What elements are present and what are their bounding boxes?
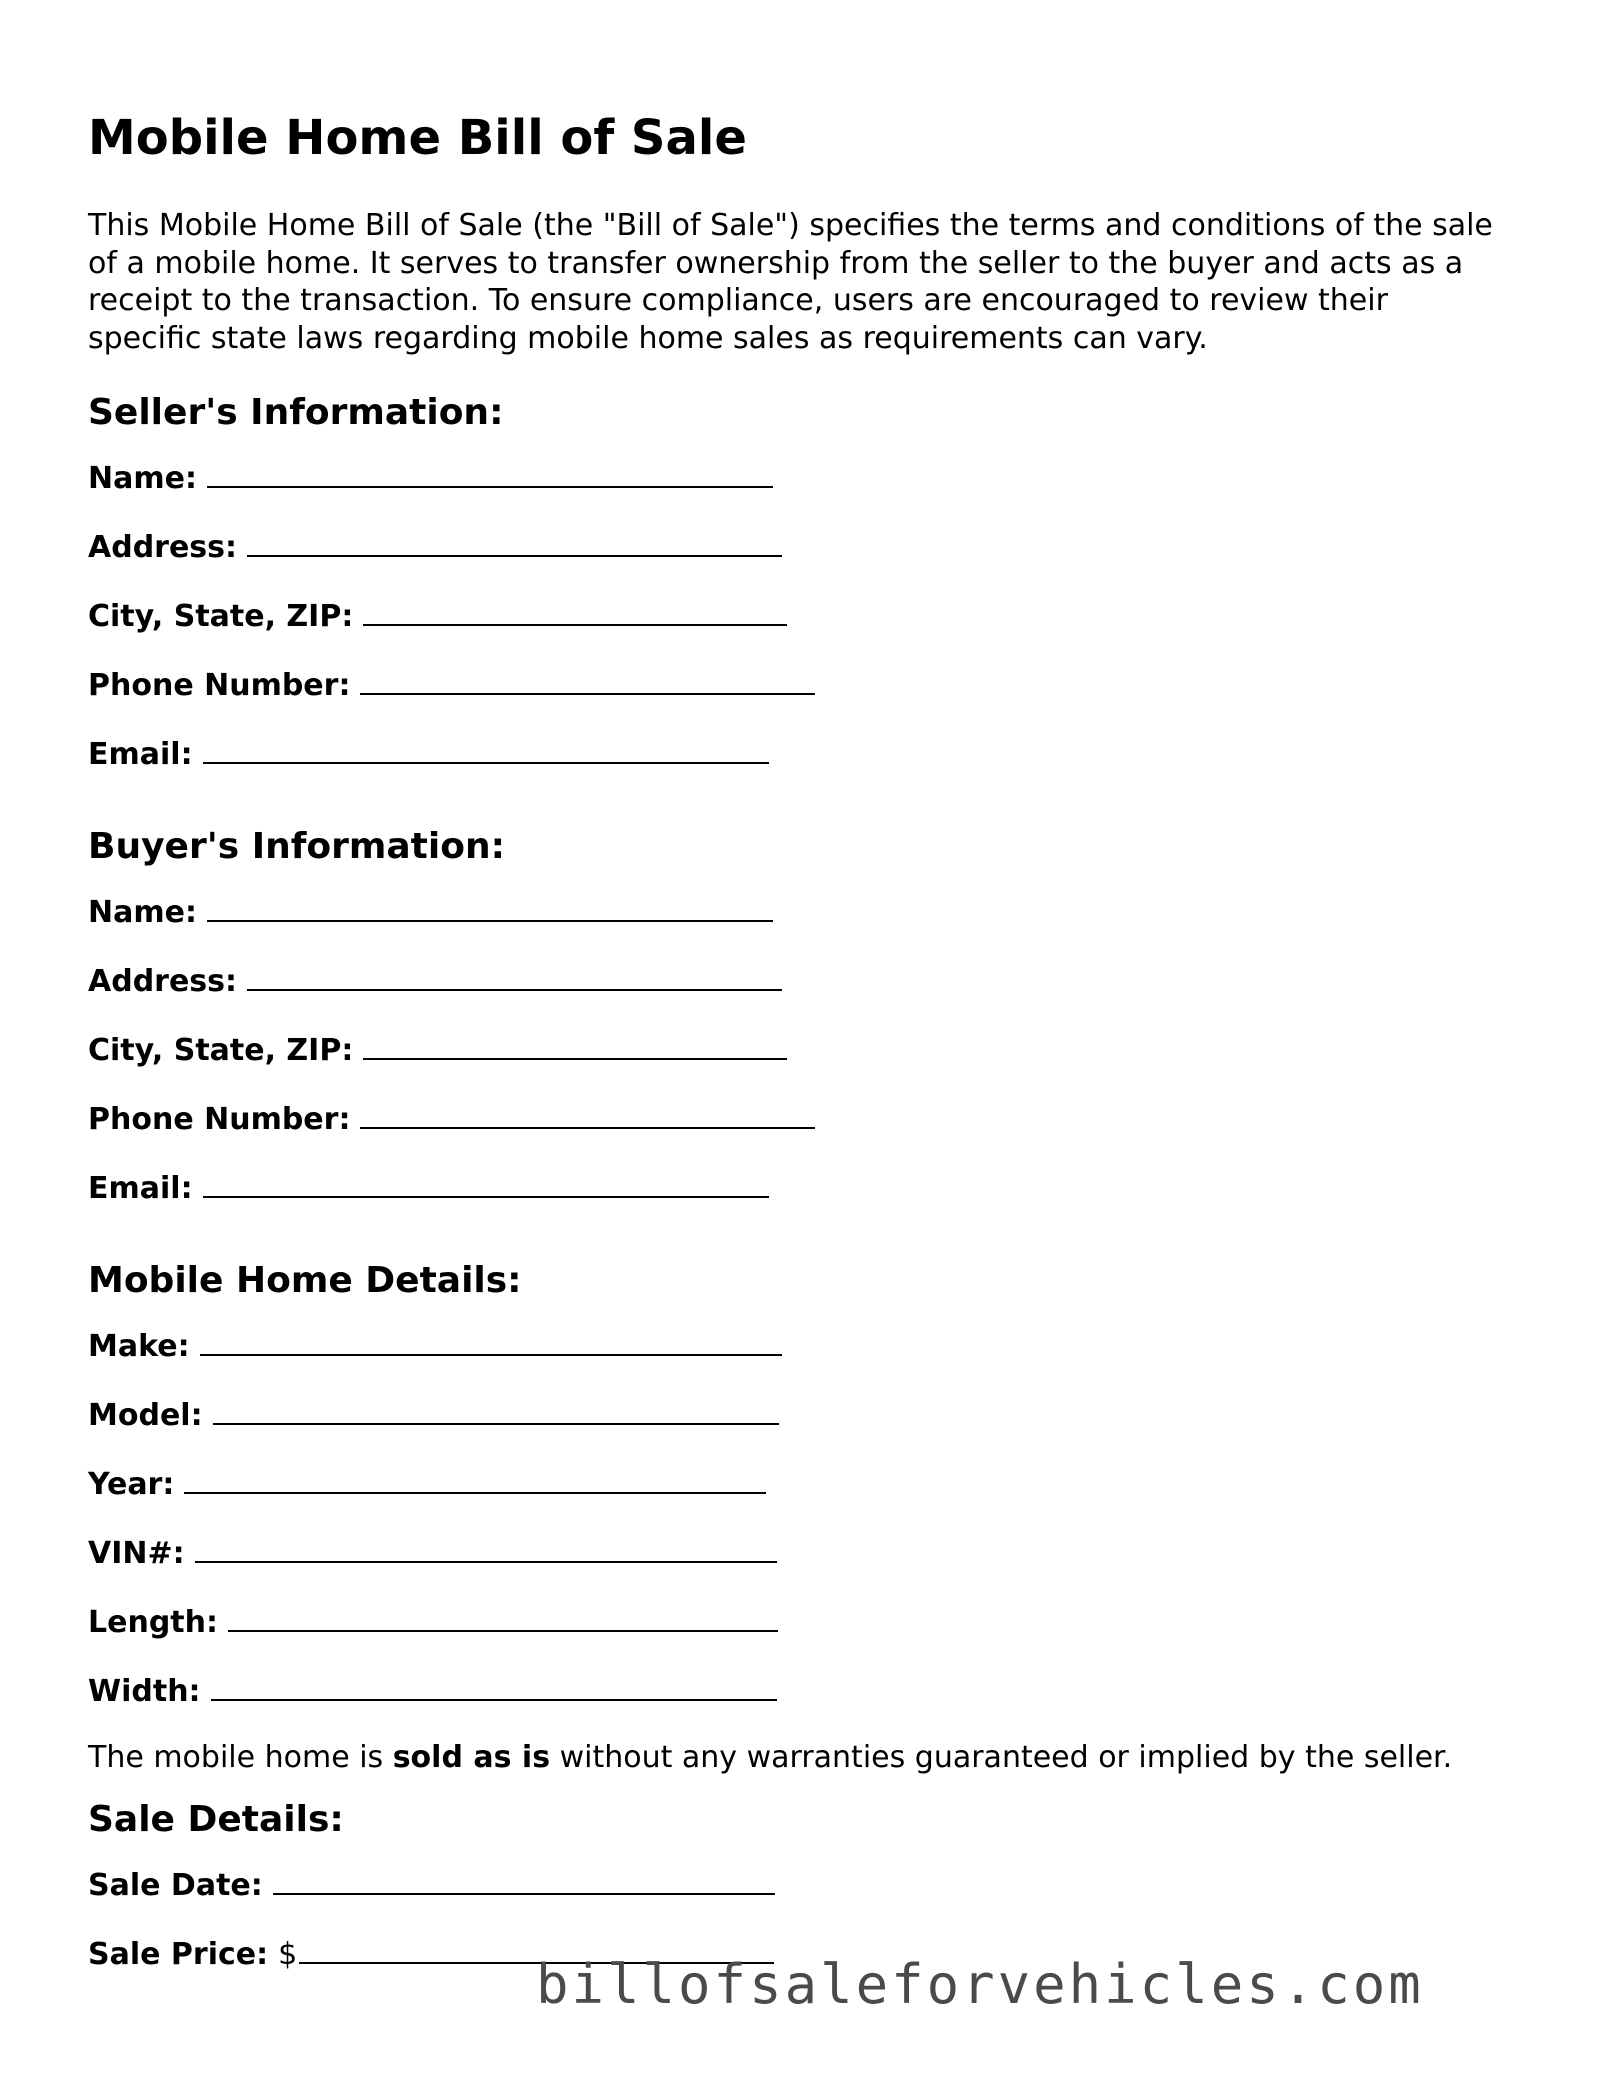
buyer-email-field <box>88 1168 1528 1237</box>
seller-section-heading: Seller's Information: <box>88 392 504 433</box>
buyer-address-field <box>88 961 1528 1030</box>
home-vin-label: VIN#: <box>88 1536 185 1571</box>
home-width-label: Width: <box>88 1674 201 1709</box>
home-year-label: Year: <box>88 1467 175 1502</box>
buyer-email-label: Email: <box>88 1171 193 1206</box>
document-title: Mobile Home Bill of Sale <box>88 110 747 166</box>
buyer-address-input[interactable] <box>247 961 782 991</box>
buyer-phone-field <box>88 1099 1528 1168</box>
seller-address-label: Address: <box>88 530 238 565</box>
seller-email-field <box>88 734 1528 803</box>
as-is-text-after: without any warranties guaranteed or implied by the seller. <box>550 1740 1453 1775</box>
sale-section-heading: Sale Details: <box>88 1799 344 1840</box>
home-length-label: Length: <box>88 1605 218 1640</box>
sale-date-field <box>88 1865 1528 1934</box>
home-model-input[interactable] <box>213 1395 779 1425</box>
buyer-city-input[interactable] <box>363 1030 787 1060</box>
as-is-bold-text: sold as is <box>392 1740 551 1775</box>
buyer-email-input[interactable] <box>203 1168 769 1198</box>
seller-address-field <box>88 527 1528 596</box>
seller-city-field <box>88 596 1528 665</box>
home-vin-field <box>88 1533 1528 1602</box>
buyer-address-label: Address: <box>88 964 238 999</box>
sale-date-input[interactable] <box>273 1865 775 1895</box>
buyer-phone-input[interactable] <box>360 1099 815 1129</box>
seller-fields <box>88 458 1528 803</box>
seller-name-field <box>88 458 1528 527</box>
home-model-label: Model: <box>88 1398 203 1433</box>
seller-email-label: Email: <box>88 737 193 772</box>
seller-name-label: Name: <box>88 461 197 496</box>
watermark-text: billofsaleforvehicles.com <box>536 1953 1424 2016</box>
intro-paragraph: This Mobile Home Bill of Sale (the "Bill of Sale") specifies the terms and conditions of the sale of a mobile home. It serves to transfer ownership from the seller to the buyer and acts as a receipt to the transaction. To ensure compliance, users are encouraged to review their specific state laws regarding mobile home sales as requirements can vary. <box>88 208 1493 356</box>
seller-address-input[interactable] <box>247 527 782 557</box>
home-length-input[interactable] <box>228 1602 778 1632</box>
home-year-input[interactable] <box>184 1464 766 1494</box>
buyer-city-label: City, State, ZIP: <box>88 1033 354 1068</box>
home-width-field <box>88 1671 1528 1740</box>
buyer-city-field <box>88 1030 1528 1099</box>
home-model-field <box>88 1395 1528 1464</box>
as-is-text-before: The mobile home is <box>88 1740 393 1775</box>
home-vin-input[interactable] <box>195 1533 777 1563</box>
seller-city-input[interactable] <box>363 596 787 626</box>
bill-of-sale-document <box>88 105 1528 2003</box>
seller-name-input[interactable] <box>207 458 773 488</box>
sale-price-label: Sale Price: <box>88 1937 269 1972</box>
buyer-name-label: Name: <box>88 895 197 930</box>
home-year-field <box>88 1464 1528 1533</box>
as-is-statement <box>88 1738 1528 1778</box>
buyer-section-heading: Buyer's Information: <box>88 826 505 867</box>
home-section-heading: Mobile Home Details: <box>88 1260 522 1301</box>
home-width-input[interactable] <box>211 1671 777 1701</box>
buyer-fields <box>88 892 1528 1237</box>
seller-city-label: City, State, ZIP: <box>88 599 354 634</box>
buyer-name-input[interactable] <box>207 892 773 922</box>
home-length-field <box>88 1602 1528 1671</box>
home-make-field <box>88 1326 1528 1395</box>
seller-phone-input[interactable] <box>360 665 815 695</box>
sale-date-label: Sale Date: <box>88 1868 263 1903</box>
dollar-sign: $ <box>278 1937 298 1972</box>
home-fields <box>88 1326 1528 1740</box>
seller-phone-field <box>88 665 1528 734</box>
buyer-name-field <box>88 892 1528 961</box>
home-make-label: Make: <box>88 1329 190 1364</box>
home-make-input[interactable] <box>200 1326 782 1356</box>
seller-email-input[interactable] <box>203 734 769 764</box>
buyer-phone-label: Phone Number: <box>88 1102 351 1137</box>
seller-phone-label: Phone Number: <box>88 668 351 703</box>
